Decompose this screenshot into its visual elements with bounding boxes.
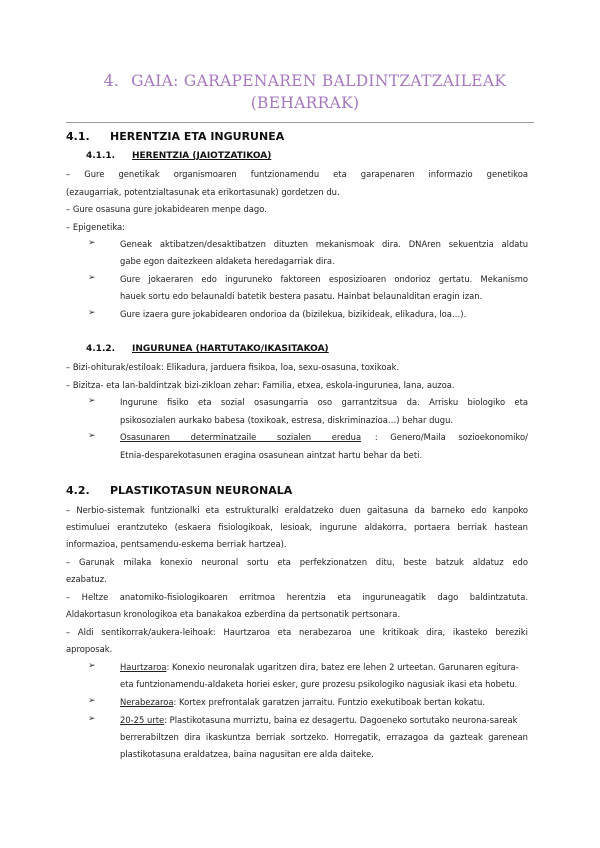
determinants-model-term: Osasunaren determinatzaile sozialen eredua <box>120 432 362 442</box>
paragraph-line: – Garunak milaka konexio neuronal sortu eta perfekzionatzen ditu, beste batzuk aldatuz edo <box>66 557 528 567</box>
chapter-title-line-2: (BEHARRAK) <box>250 94 360 112</box>
bullet-text: hauek sortu edo belaunaldi batetik bestera pasatu. Hainbat belaunalditan eragin izan. <box>120 291 483 301</box>
bullet-arrow-icon: ➢ <box>88 696 96 706</box>
paragraph-line: – Aldi sentikorrak/aukera-leihoak: Haurtzaroa eta nerabezaroa une kritikoak dira, ikasteko bereziki <box>66 627 528 637</box>
subsection-title: HERENTZIA (JAIOTZATIKOA) <box>132 151 272 161</box>
chapter-title-text: GAIA: GARAPENAREN BALDINTZATZAILEAK <box>131 72 507 90</box>
section-title: HERENTZIA ETA INGURUNEA <box>110 130 285 143</box>
chapter-title-line-1 <box>70 70 540 92</box>
childhood-term: Haurtzaroa <box>120 662 167 672</box>
bullet-text: psikosozialen aurkako babesa (toxikoak, estresa, diskriminazioa…) behar dugu. <box>120 415 454 425</box>
paragraph-line: – Bizitza- eta lan-baldintzak bizi-zikloan zehar: Familia, etxea, eskola-ingurunea, lana, auzoa. <box>66 380 455 390</box>
bullet-text-line <box>120 659 528 676</box>
section-title: PLASTIKOTASUN NEURONALA <box>110 484 293 497</box>
subsection-title: INGURUNEA (HARTUTAKO/IKASITAKOA) <box>132 344 329 354</box>
bullet-text: Gure jokaeraren edo inguruneko faktoreen esposizioaren ondorioz gertatu. Mekanismo <box>120 274 528 284</box>
section-number: 4.2. <box>66 484 90 497</box>
paragraph-line: aproposak. <box>66 644 113 654</box>
bullet-text: Ingurune fisiko eta sozial osasungarria oso garrantzitsua da. Arrisku biologiko eta <box>120 397 528 407</box>
age-range-term: 20-25 urte <box>120 715 165 725</box>
subsection-number: 4.1.2. <box>86 344 116 354</box>
chapter-number: 4. <box>103 72 120 90</box>
bullet-arrow-icon: ➢ <box>88 273 96 283</box>
paragraph-line: – Epigenetika: <box>66 222 125 232</box>
paragraph-line: – Bizi-ohiturak/estiloak: Elikadura, jarduera fisikoa, loa, sexu-osasuna, toxikoak. <box>66 362 400 372</box>
bullet-text-line <box>120 694 528 711</box>
bullet-arrow-icon: ➢ <box>88 238 96 248</box>
paragraph-line: ezabatuz. <box>66 574 107 584</box>
bullet-text: gabe egon daitezkeen aldaketa heredagarriak dira. <box>120 256 335 266</box>
adolescence-term: Nerabezaroa <box>120 697 174 707</box>
bullet-arrow-icon: ➢ <box>88 431 96 441</box>
bullet-text: Geneak aktibatzen/desaktibatzen dituzten mekanismoak dira. DNAren sekuentzia aldatu <box>120 239 528 249</box>
paragraph-line: (ezaugarriak, potentzialtasunak eta erikortasunak) gordetzen du. <box>66 187 340 197</box>
bullet-text: berrerabiltzen dira ikaskuntza berriak sortzeko. Horregatik, errazagoa da gazteak garenean <box>120 732 528 742</box>
bullet-text: : Plastikotasuna murriztu, baina ez desagertu. Dagoeneko sortutako neurona-sareak <box>164 715 518 725</box>
bullet-arrow-icon: ➢ <box>88 661 96 671</box>
paragraph-line: informazioa, pentsamendu-eskema berriak hartzea). <box>66 539 287 549</box>
bullet-arrow-icon: ➢ <box>88 308 96 318</box>
bullet-text: : Genero/Maila sozioekonomiko/ <box>374 432 528 442</box>
bullet-arrow-icon: ➢ <box>88 396 96 406</box>
paragraph-line: – Gure osasuna gure jokabidearen menpe dago. <box>66 204 267 214</box>
bullet-text: Etnia-desparekotasunen eragina osasunean aintzat hartu behar da beti. <box>120 450 423 460</box>
title-divider <box>66 122 534 123</box>
bullet-text: plastikotasuna eraldatzea, baina nagusitan ere alda daiteke. <box>120 749 374 759</box>
bullet-text: : Kortex prefrontalak garatzen jarraitu. Funtzio exekutiboak bertan kokatu. <box>173 697 485 707</box>
bullet-arrow-icon: ➢ <box>88 714 96 724</box>
section-number: 4.1. <box>66 130 90 143</box>
bullet-text: : Konexio neuronalak ugaritzen dira, batez ere lehen 2 urteetan. Garunaren egitura- <box>166 662 519 672</box>
paragraph-line: – Nerbio-sistemak funtzionalki eta estrukturalki eraldatzeko duen gaitasuna da barneko edo kanpoko <box>66 505 528 515</box>
chapter-title <box>70 70 540 114</box>
paragraph-line: – Heltze anatomiko-fisiologikoaren erritmoa herentzia eta inguruneagatik dago baldintzatuta. <box>66 592 528 602</box>
paragraph-line: Aldakortasun kronologikoa eta banakakoa ezberdina da pertsonatik pertsonara. <box>66 609 401 619</box>
paragraph-line: – Gure genetikak organismoaren funtzionamendu eta garapenaren informazio genetikoa <box>66 169 528 179</box>
subsection-heading-4-1-1 <box>86 151 271 161</box>
section-heading-4-1 <box>66 130 284 143</box>
bullet-text: Gure izaera gure jokabidearen ondorioa da (bizilekua, bizikideak, elikadura, loa…). <box>120 309 467 319</box>
bullet-text-line <box>120 712 528 729</box>
paragraph-line: estimuluei erantzuteko (eskaera fisiologikoak, lesioak, ingurune aldakorra, portaera berriak hastean <box>66 522 528 532</box>
subsection-heading-4-1-2 <box>86 344 329 354</box>
subsection-number: 4.1.1. <box>86 151 116 161</box>
section-heading-4-2 <box>66 484 292 497</box>
bullet-text: eta funtzionamendu-aldaketa horiei esker, gure prozesu psikologiko nagusiak ikasi eta hobetu. <box>120 679 518 689</box>
bullet-text-line <box>120 429 528 446</box>
